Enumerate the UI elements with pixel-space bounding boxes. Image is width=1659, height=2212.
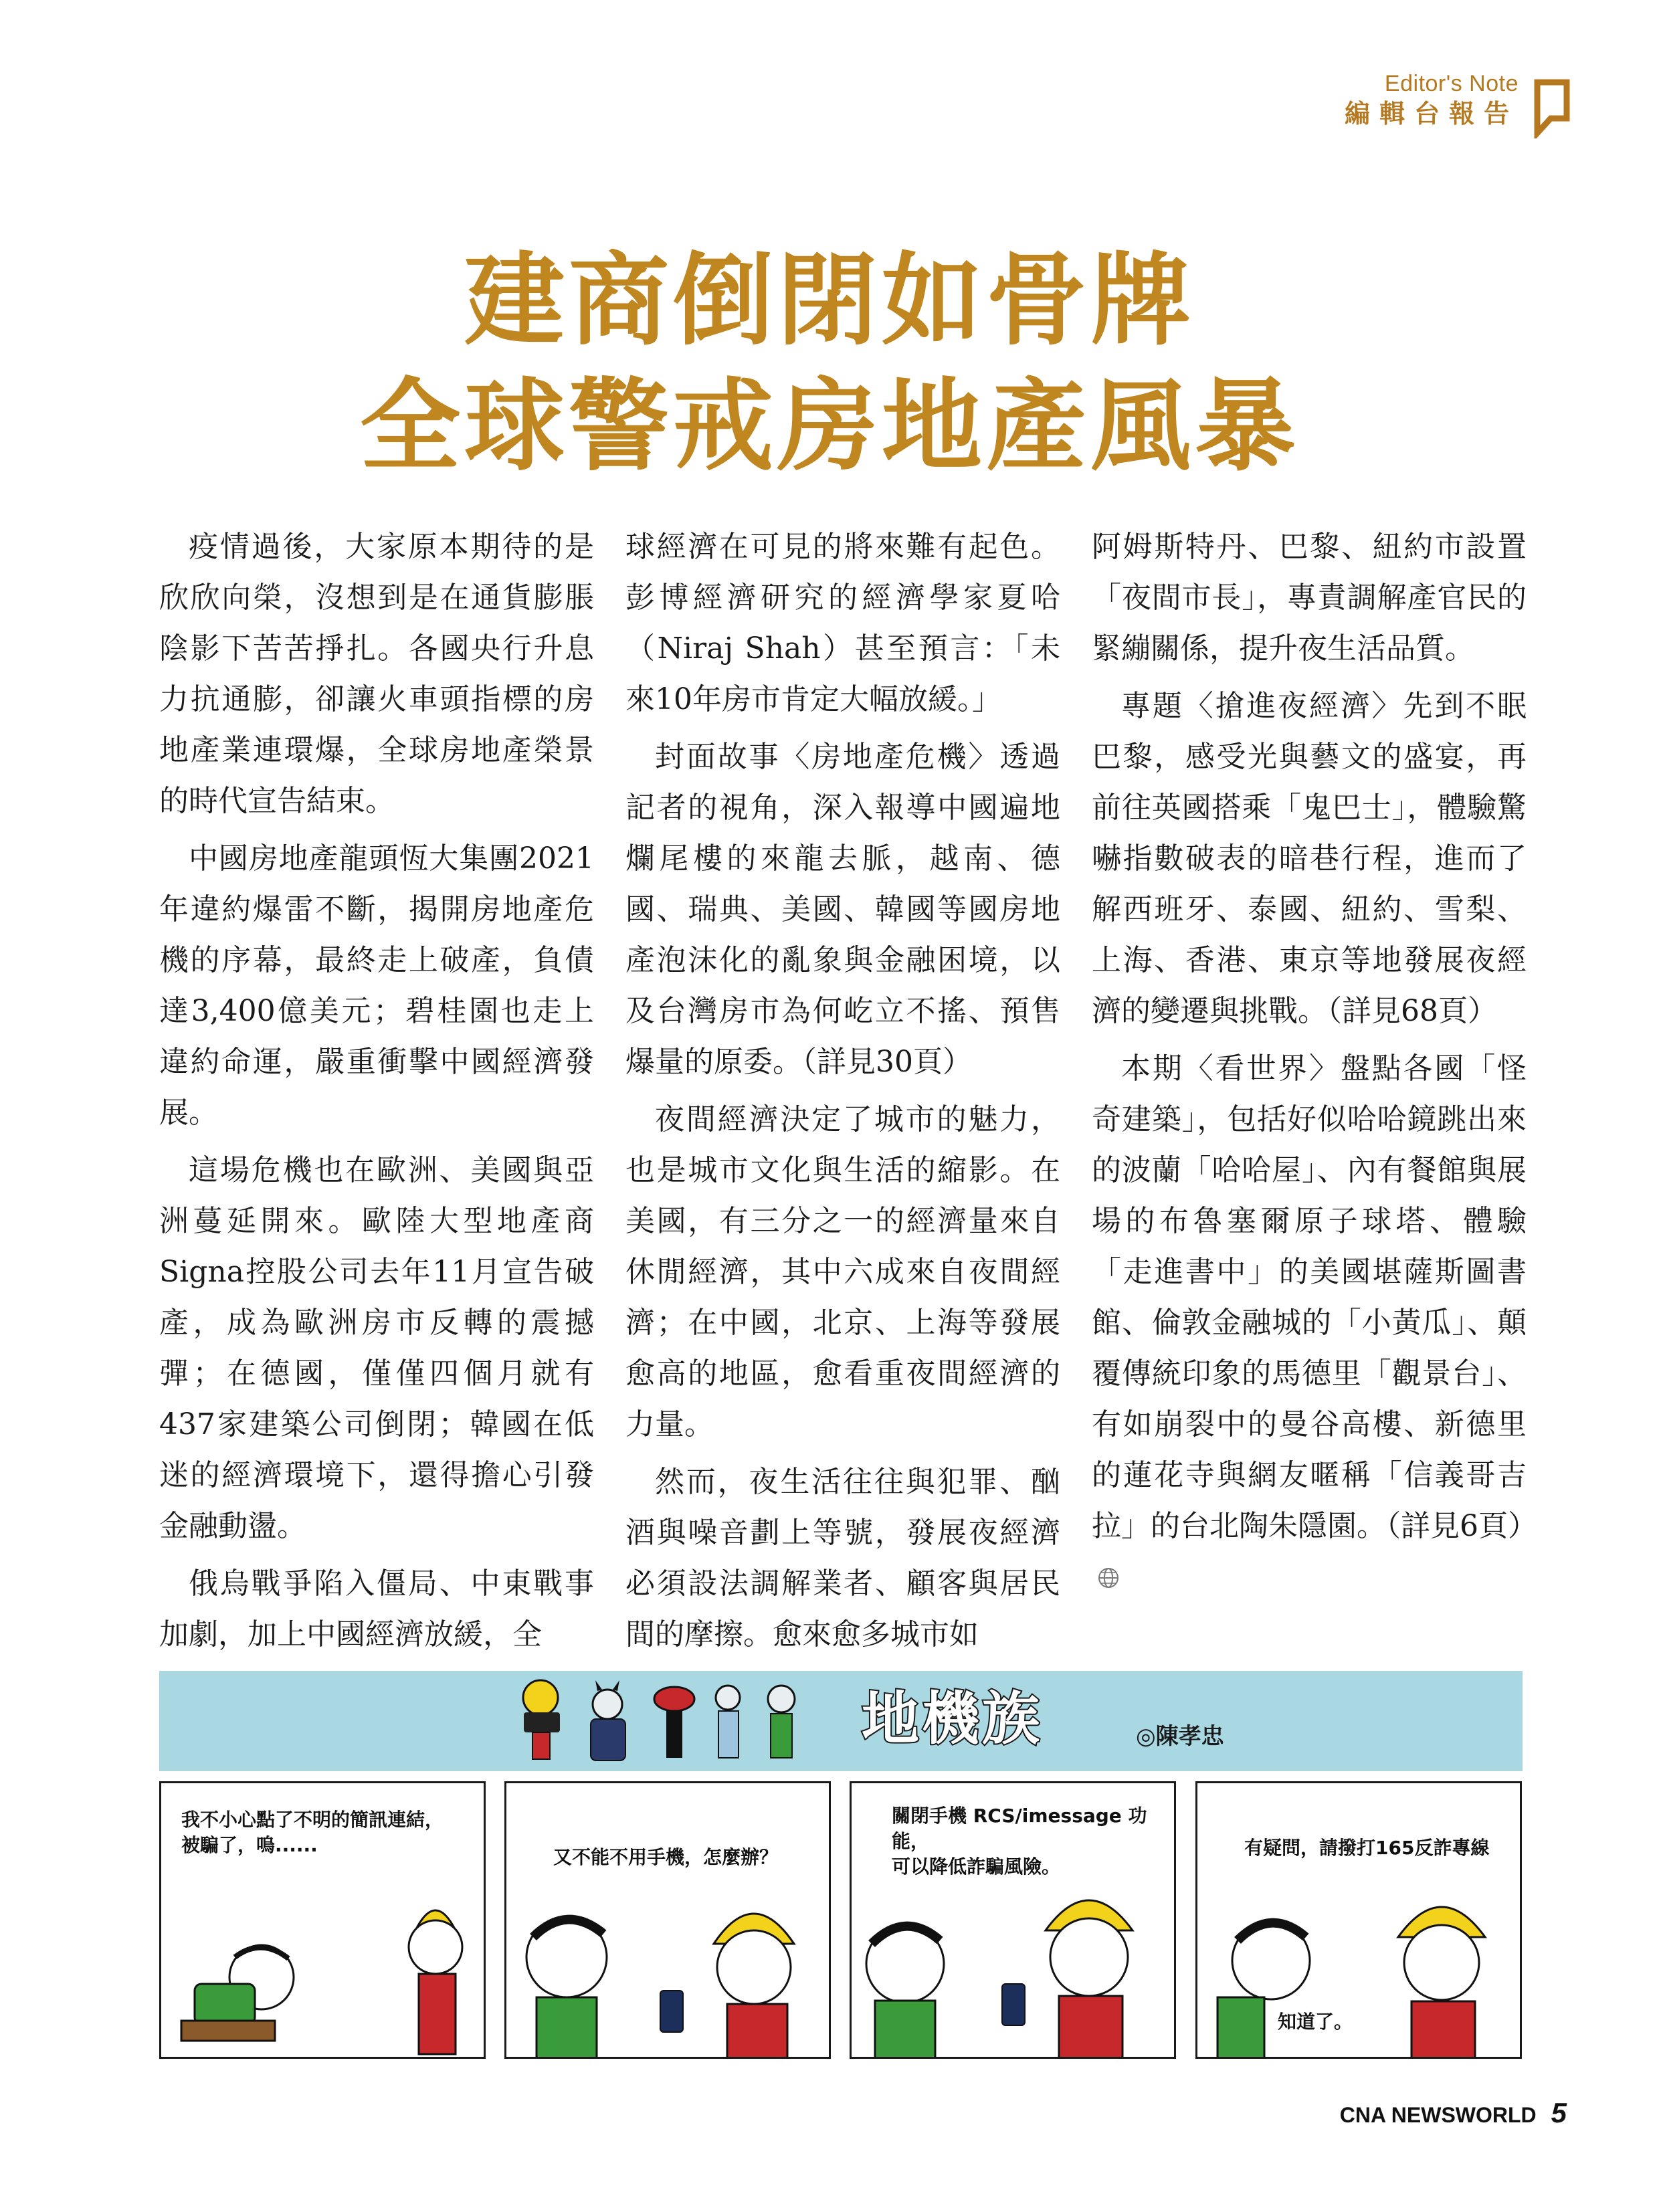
paragraph: 專題〈搶進夜經濟〉先到不眠巴黎，感受光與藝文的盛宴，再前往英國搭乘「鬼巴士」，體驗驚嚇指數破表的暗巷行程，進而了解西班牙、泰國、紐約、雪梨、上海、香港、東京等地發展夜經濟的變遷與挑戰。（詳見68頁） xyxy=(1092,689,1527,1028)
comic-panel-1 xyxy=(159,1781,486,2059)
globe-end-mark-icon xyxy=(1097,1567,1120,1589)
reply-text: 知道了。 xyxy=(1278,2011,1353,2033)
paragraph: 俄烏戰爭陷入僵局、中東戰事加劇，加上中國經濟放緩，全 xyxy=(159,1567,594,1651)
panel-2-illustration xyxy=(506,1783,831,2059)
paragraph: 中國房地產龍頭恆大集團2021年違約爆雷不斷，揭開房地產危機的序幕，最終走上破產，負債達3,400億美元；碧桂園也走上違約命運，嚴重衝擊中國經濟發展。 xyxy=(159,841,594,1130)
body-column-3 xyxy=(1092,522,1537,1609)
paragraph-continued: 阿姆斯特丹、巴黎、紐約市設置「夜間市長」，專責調解產官民的緊繃關係，提升夜生活品質。 xyxy=(1092,530,1527,666)
comic-panel-3 xyxy=(850,1781,1176,2059)
article-title xyxy=(0,237,1659,489)
title-line-2: 全球警戒房地產風暴 xyxy=(359,367,1299,485)
speech-line: 又不能不用手機，怎麼辦？ xyxy=(553,1846,779,1868)
comic-panel-4 xyxy=(1195,1781,1522,2059)
section-header xyxy=(1345,70,1519,129)
speech-line: 關閉手機 RCS/imessage 功能， xyxy=(892,1805,1147,1852)
paragraph-last xyxy=(1092,1043,1537,1603)
paragraph: 疫情過後，大家原本期待的是欣欣向榮，沒想到是在通貨膨脹陰影下苦苦掙扎。各國央行升息力抗通膨，卻讓火車頭指標的房地產業連環爆，全球房地產榮景的時代宣告結束。 xyxy=(159,530,594,818)
comic-panels xyxy=(159,1781,1523,2059)
title-line-1: 建商倒閉如骨牌 xyxy=(464,241,1195,359)
paragraph: 這場危機也在歐洲、美國與亞洲蔓延開來。歐陸大型地產商Signa控股公司去年11月宣告破產，成為歐洲房市反轉的震撼彈；在德國，僅僅四個月就有437家建築公司倒閉；韓國在低迷的經濟環境下，還得擔心引發金融動盪。 xyxy=(159,1153,594,1543)
paragraph-text: 本期〈看世界〉盤點各國「怪奇建築」，包括好似哈哈鏡跳出來的波蘭「哈哈屋」、內有餐館與展場的布魯塞爾原子球塔、體驗「走進書中」的美國堪薩斯圖書館、倫敦金融城的「小黃瓜」、顛覆傳統印象的馬德里「觀景台」、有如崩裂中的曼谷高樓、新德里的蓮花寺與網友暱稱「信義哥吉拉」的台北陶朱隱園。（詳見6頁） xyxy=(1092,1051,1537,1543)
magazine-name: CNA NEWSWORLD xyxy=(1339,2103,1537,2127)
section-label-zh: 編輯台報告 xyxy=(1344,99,1519,128)
comic-strip xyxy=(159,1671,1523,2059)
speech-line: 被騙了，嗚...... xyxy=(181,1834,318,1856)
panel-3-illustration xyxy=(852,1783,1176,2059)
paragraph: 夜間經濟決定了城市的魅力，也是城市文化與生活的縮影。在美國，有三分之一的經濟量來自休閒經濟，其中六成來自夜間經濟；在中國，北京、上海等發展愈高的地區，愈看重夜間經濟的力量。 xyxy=(625,1102,1060,1441)
paragraph: 封面故事〈房地產危機〉透過記者的視角，深入報導中國遍地爛尾樓的來龍去脈，越南、德國、瑞典、美國、韓國等國房地產泡沫化的亂象與金融困境，以及台灣房市為何屹立不搖、預售爆量的原委。（詳見30頁） xyxy=(625,740,1060,1079)
panel-4-illustration xyxy=(1197,1783,1522,2059)
page-footer xyxy=(1340,2097,1567,2129)
comic-author: ◎陳孝忠 xyxy=(1136,1723,1224,1750)
comic-panel-2 xyxy=(504,1781,831,2059)
panel-1-illustration xyxy=(161,1783,486,2059)
page-number: 5 xyxy=(1551,2097,1567,2128)
speech-line: 可以降低詐騙風險。 xyxy=(892,1855,1061,1878)
comic-cast-illustration xyxy=(514,1671,848,1771)
paragraph-continued: 球經濟在可見的將來難有起色。彭博經濟研究的經濟學家夏哈（Niraj Shah）甚至預言：「未來10年房市肯定大幅放緩。」 xyxy=(625,530,1060,716)
speech-line: 我不小心點了不明的簡訊連結， xyxy=(181,1809,444,1831)
paragraph: 然而，夜生活往往與犯罪、酗酒與噪音劃上等號，發展夜經濟必須設法調解業者、顧客與居民間的摩擦。愈來愈多城市如 xyxy=(625,1465,1060,1651)
body-column-2 xyxy=(625,522,1060,1667)
speech-line: 有疑問，請撥打165反詐專線 xyxy=(1244,1837,1490,1859)
speech-bubble-icon xyxy=(1532,77,1572,138)
section-label-en: Editor's Note xyxy=(1384,71,1519,96)
comic-title: 地機族 xyxy=(862,1686,1042,1752)
body-column-1 xyxy=(159,522,594,1667)
